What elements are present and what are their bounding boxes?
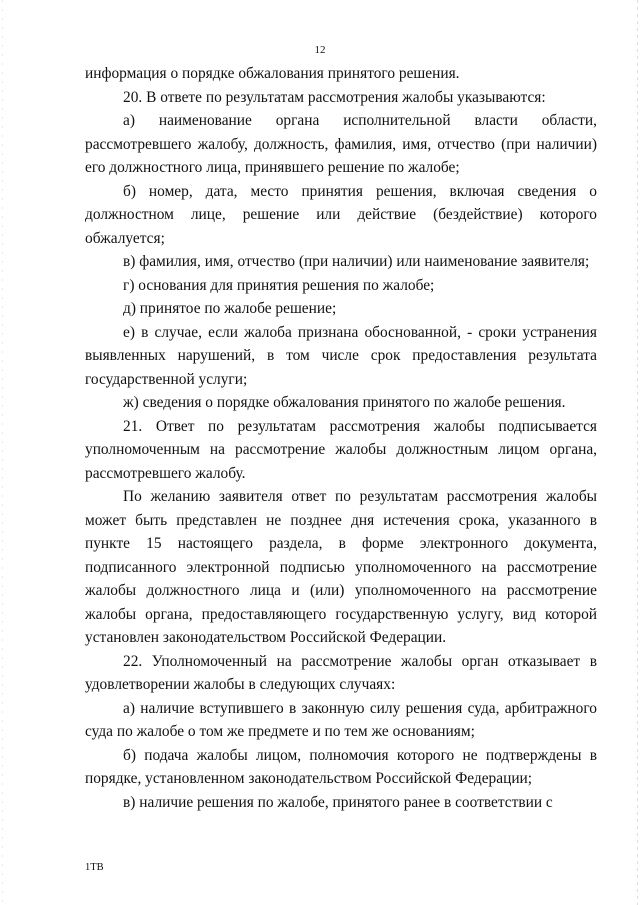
- paragraph-subitem-g: г) основания для принятия решения по жалобе;: [123, 276, 435, 294]
- scan-edge-left: [2, 0, 3, 905]
- paragraph-refusal-v: в) наличие решения по жалобе, принятого ранее в соответствии с: [123, 793, 553, 811]
- paragraph-refusal-b: б) подача жалобы лицом, полномочия которого не подтверждены в порядке, установленном законодательством Российской Федерации;: [85, 746, 597, 787]
- paragraph-subitem-a: а) наименование органа исполнительной власти области, рассмотревшего жалобу, должность, фамилия, имя, отчество (при наличии) его должностного лица, принявшего решение по жалобе;: [85, 112, 597, 176]
- scan-edge-right: [637, 0, 638, 905]
- paragraph-continuation: информация о порядке обжалования принятого решения.: [85, 65, 460, 82]
- paragraph-subitem-d: д) принятое по жалобе решение;: [123, 300, 337, 317]
- paragraph-electronic-response: По желанию заявителя ответ по результатам рассмотрения жалобы может быть представлен не позднее дня истечения срока, указанного в пункте 15 настоящего раздела, в форме электронного документа, подписанного электронной подписью уполномоченного на рассмотрение жалобы должностного лица и (или) уполномоченного на рассмотрение жалобы органа, предоставляющего государственную услугу, вид которой установлен законодательством Российской Федерации.: [85, 488, 597, 646]
- paragraph-subitem-zh: ж) сведения о порядке обжалования принятого по жалобе решения.: [123, 394, 566, 411]
- paragraph-subitem-v: в) фамилия, имя, отчество (при наличии) или наименование заявителя;: [123, 253, 590, 270]
- paragraph-item-22: 22. Уполномоченный на рассмотрение жалобы орган отказывает в удовлетворении жалобы в следующих случаях:: [85, 652, 597, 693]
- paragraph-subitem-e: е) в случае, если жалоба признана обоснованной, - сроки устранения выявленных нарушений, в том числе срок предоставления результата государственной услуги;: [85, 323, 597, 388]
- page-number: 12: [314, 44, 326, 56]
- paragraph-item-20: 20. В ответе по результатам рассмотрения жалобы указываются:: [123, 88, 546, 106]
- paragraph-item-21: 21. Ответ по результатам рассмотрения жалобы подписывается уполномоченным на рассмотрение жалобы должностным лицом органа, рассмотревшего жалобу.: [85, 417, 597, 482]
- paragraph-refusal-a: а) наличие вступившего в законную силу решения суда, арбитражного суда по жалобе о том же предмете и по тем же основаниям;: [85, 699, 597, 740]
- paragraph-subitem-b: б) номер, дата, место принятия решения, включая сведения о должностном лице, решение или действие (бездействие) которого обжалуется;: [85, 182, 597, 247]
- document-body: [85, 62, 597, 814]
- footer-mark: 1ТВ: [85, 862, 104, 873]
